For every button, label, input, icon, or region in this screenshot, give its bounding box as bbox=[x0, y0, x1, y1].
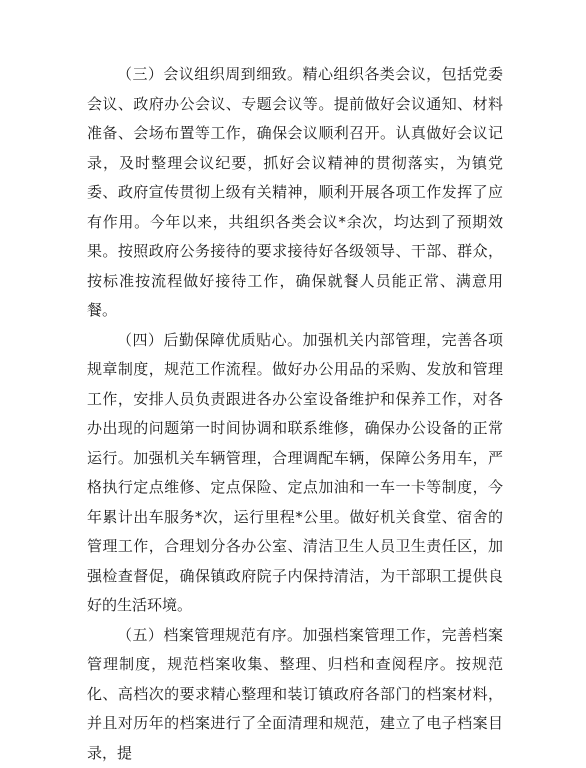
paragraph-logistics-support: （四）后勤保障优质贴心。加强机关内部管理，完善各项规章制度，规范工作流程。做好办公用品的采购、发放和管理工作，安排人员负责跟进各办公室设备维护和保养工作，对各办出现的问题第一时间协调和联系维修，确保办公设备的正常运行。加强机关车辆管理，合理调配车辆，保障公务用车，严格执行定点维修、定点保险、定点加油和一车一卡等制度，今年累计出车服务*次，运行里程*公里。做好机关食堂、宿舍的管理工作，合理划分各办公室、清洁卫生人员卫生责任区，加强检查督促，确保镇政府院子内保持清洁，为干部职工提供良好的生活环境。 bbox=[87, 326, 503, 621]
paragraph-meeting-organization: （三）会议组织周到细致。精心组织各类会议，包括党委会议、政府办公会议、专题会议等。提前做好会议通知、材料准备、会场布置等工作，确保会议顺利召开。认真做好会议记录，及时整理会议纪要，抓好会议精神的贯彻落实，为镇党委、政府宣传贯彻上级有关精神，顺利开展各项工作发挥了应有作用。今年以来，共组织各类会议*余次，均达到了预期效果。按照政府公务接待的要求接待好各级领导、干部、群众，按标准按流程做好接待工作，确保就餐人员能正常、满意用餐。 bbox=[87, 60, 503, 326]
document-page bbox=[87, 60, 503, 768]
paragraph-archive-management: （五）档案管理规范有序。加强档案管理工作，完善档案管理制度，规范档案收集、整理、归档和查阅程序。按规范化、高档次的要求精心整理和装订镇政府各部门的档案材料，并且对历年的档案进行了全面清理和规范，建立了电子档案目录，提 bbox=[87, 621, 503, 768]
